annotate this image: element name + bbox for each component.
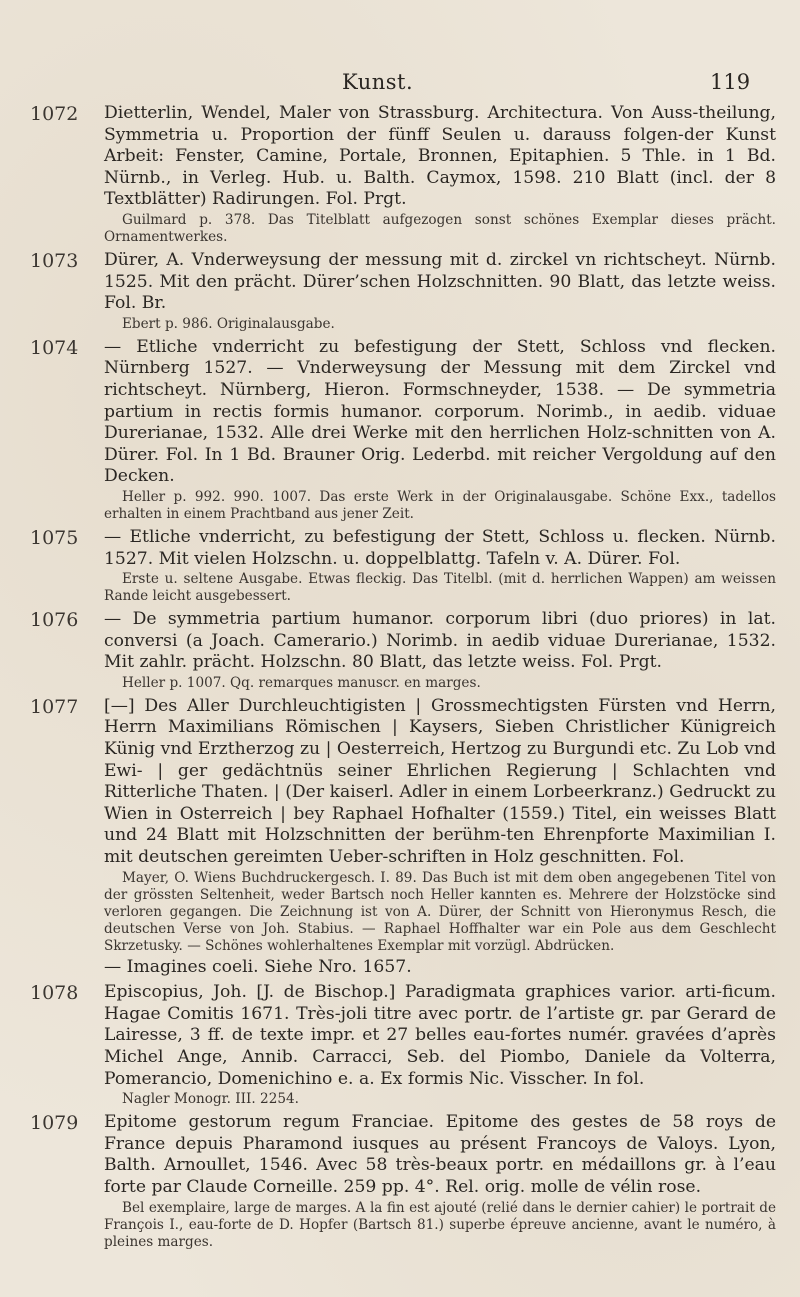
- catalog-entry-1072: [0, 103, 800, 246]
- catalog-entry-1074: [0, 337, 800, 523]
- page-header: [0, 70, 800, 100]
- entry-note: Mayer, O. Wiens Buchdruckergesch. I. 89. Das Buch ist mit dem oben angegebenen Titel von der grössten Seltenheit, weder Bartsch noch Heller kannten es. Mehrere der Holzstöcke sind verloren gegangen. Die Zeichnung ist von A. Dürer, der Schnitt von Hieronymus Resch, die deutschen Verse von Joh. Stabius. — Raphael Hoffhalter war ein Pole aus dem Geschlecht Skrzetusky. — Schönes wohlerhaltenes Exemplar mit vorzügl. Abdrücken.: [104, 869, 776, 954]
- entry-number: 1073: [30, 249, 79, 272]
- entry-number: 1074: [30, 336, 79, 359]
- entry-note: Erste u. seltene Ausgabe. Etwas fleckig. Das Titelbl. (mit d. herrlichen Wappen) am weissen Rande leicht ausgebessert.: [104, 571, 776, 605]
- catalog-entry-1076: [0, 609, 800, 692]
- entry-note: Guilmard p. 378. Das Titelblatt aufgezogen sonst schönes Exemplar dieses prächt. Ornamentwerkes.: [104, 211, 776, 245]
- catalog-entry-1075: [0, 527, 800, 605]
- entry-description: Dietterlin, Wendel, Maler von Strassburg. Architectura. Von Auss-theilung, Symmetria u. Proportion der fünff Seulen u. darauss folgen-der Kunst Arbeit: Fenster, Camine, Portale, Bronnen, Epitaphien. 5 Thle. in 1 Bd. Nürnb., in Verleg. Hub. u. Balth. Caymox, 1598. 210 Blatt (incl. der 8 Textblätter) Radirungen. Fol. Prgt.: [104, 103, 776, 210]
- entry-number: 1078: [30, 982, 79, 1005]
- entry-number: 1072: [30, 103, 79, 125]
- page-number: 119: [710, 70, 751, 94]
- entry-note: Ebert p. 986. Originalausgabe.: [122, 315, 335, 332]
- entry-description: — De symmetria partium humanor. corporum libri (duo priores) in lat. conversi (a Joach. Camerario.) Norimb. in aedib viduae Durerianae, 1532. Mit zahlr. prächt. Holzschn. 80 Blatt, das letzte weiss. Fol. Prgt.: [104, 609, 776, 673]
- catalog-entry-1078: [0, 982, 800, 1108]
- entry-number: 1077: [30, 695, 79, 718]
- entry-number: 1079: [30, 1112, 79, 1135]
- entry-description: Dürer, A. Vnderweysung der messung mit d. zirckel vn richtscheyt. Nürnb. 1525. Mit den prächt. Dürer’schen Holzschnitten. 90 Blatt, das letzte weiss. Fol. Br.: [104, 249, 776, 314]
- entry-cross-reference: — Imagines coeli. Siehe Nro. 1657.: [104, 956, 412, 977]
- entry-description: Epitome gestorum regum Franciae. Epitome des gestes de 58 roys de France depuis Pharamond iusques au présent Francoys de Valoys. Lyon, Balth. Arnoullet, 1546. Avec 58 très-beaux portr. en médaillons gr. à l’eau forte par Claude Corneille. 259 pp. 4°. Rel. orig. molle de vélin rose.: [104, 1112, 776, 1197]
- running-head: Kunst.: [342, 70, 414, 94]
- entry-description: — Etliche vnderricht zu befestigung der Stett, Schloss vnd flecken. Nürnberg 1527. — Vnderweysung der Messung mit dem Zirckel vnd richtscheyt. Nürnberg, Hieron. Formschneyder, 1538. — De symmetria partium in rectis formis humanor. corporum. Norimb., in aedib. viduae Durerianae, 1532. Alle drei Werke mit den herrlichen Holz-schnitten von A. Dürer. Fol. In 1 Bd. Brauner Orig. Lederbd. mit reicher Vergoldung auf den Decken.: [104, 336, 776, 487]
- catalog-entries: [0, 103, 800, 1255]
- catalog-entry-1077: [0, 696, 800, 978]
- catalog-entry-1079: [0, 1112, 800, 1250]
- entry-number: 1075: [30, 526, 79, 549]
- entry-description: [—] Des Aller Durchleuchtigisten | Grossmechtigsten Fürsten vnd Herrn, Herrn Maximilians Römischen | Kaysers, Sieben Christlicher Künigreich Künig vnd Erztherzog zu | Oesterreich, Hertzog zu Burgundi etc. Zu Lob vnd Ewi- | ger gedächtnüs seiner Ehrlichen Regierung | Schlachten vnd Ritterliche Thaten. | (Der kaiserl. Adler in einem Lorbeerkranz.) Gedruckt zu Wien in Osterreich | bey Raphael Hofhalter (1559.) Titel, ein weisses Blatt und 24 Blatt mit Holzschnitten der berühm-ten Ehrenpforte Maximilian I. mit deutschen gereimten Ueber-schriften in Holz geschnitten. Fol.: [104, 695, 776, 868]
- entry-number: 1076: [30, 609, 79, 632]
- entry-description: Episcopius, Joh. [J. de Bischop.] Paradigmata graphices varior. arti-ficum. Hagae Comitis 1671. Très-joli titre avec portr. de l’artiste gr. par Gerard de Lairesse, 3 ff. de texte impr. et 27 belles eau-fortes numér. gravées d’après Michel Ange, Annib. Carracci, Seb. del Piombo, Daniele da Volterra, Pomerancio, Domenichino e. a. Ex formis Nic. Visscher. In fol.: [104, 982, 776, 1089]
- entry-note: Bel exemplaire, large de marges. A la fin est ajouté (relié dans le dernier cahier) le portrait de François I., eau-forte de D. Hopfer (Bartsch 81.) superbe épreuve ancienne, avant le numéro, à pleines marges.: [104, 1199, 776, 1250]
- entry-note: Heller p. 992. 990. 1007. Das erste Werk in der Originalausgabe. Schöne Exx., tadellos erhalten in einem Prachtband aus jener Zeit.: [104, 488, 776, 522]
- catalog-entry-1073: [0, 250, 800, 333]
- entry-note: Heller p. 1007. Qq. remarques manuscr. en marges.: [122, 674, 481, 691]
- entry-note: Nagler Monogr. III. 2254.: [122, 1091, 299, 1108]
- entry-description: — Etliche vnderricht, zu befestigung der Stett, Schloss u. flecken. Nürnb. 1527. Mit vielen Holzschn. u. doppelblattg. Tafeln v. A. Dürer. Fol.: [104, 526, 776, 569]
